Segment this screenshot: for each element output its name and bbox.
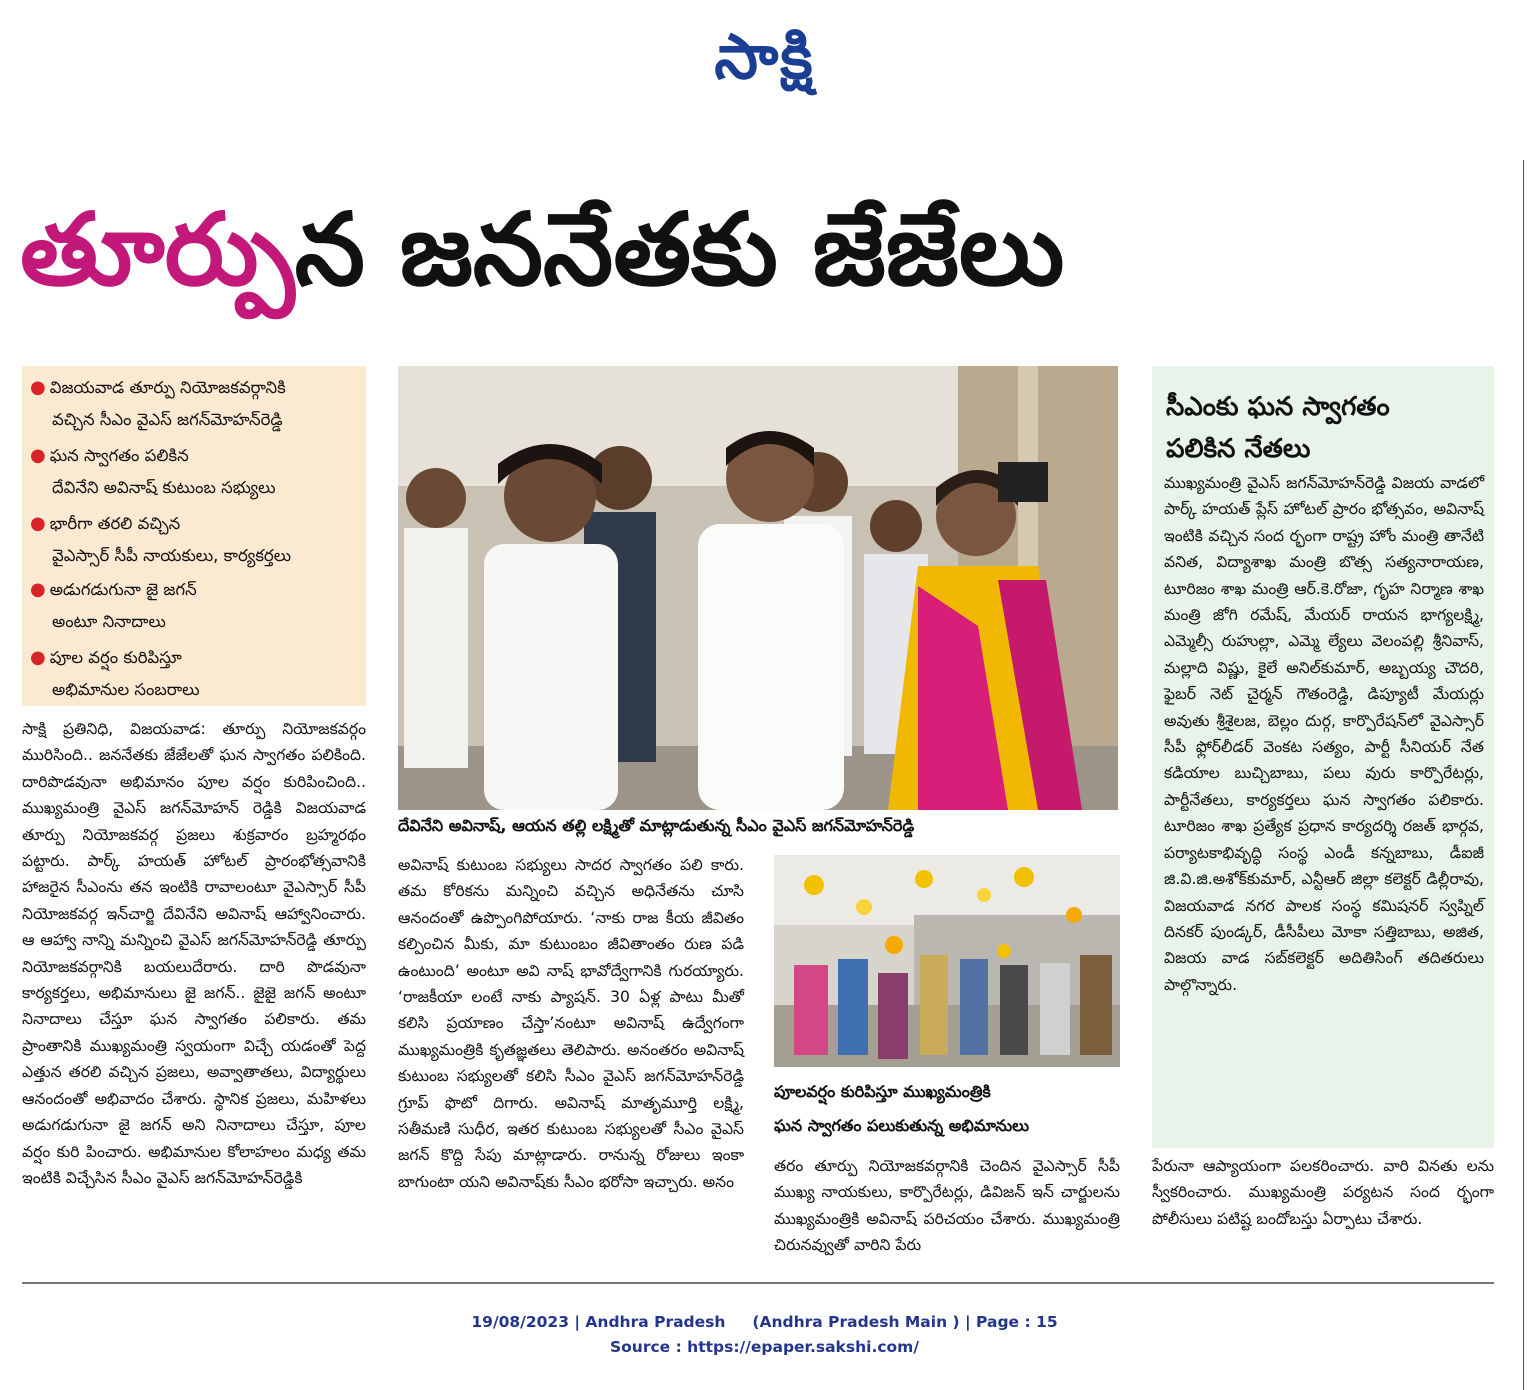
crowd-photo: [774, 855, 1120, 1067]
bullet-dot-icon: ●: [30, 513, 46, 534]
bullet-dot-icon: ●: [30, 445, 46, 466]
crowd-photo-image: [774, 855, 1120, 1067]
footer-dateline: 19/08/2023 | Andhra Pradesh (Andhra Pradesh Main ) | Page : 15: [471, 1313, 1058, 1331]
highlight-line: విజయవాడ తూర్పు నియోజకవర్గానికి: [49, 378, 286, 397]
highlight-line: వైఎస్సార్‌ సీపీ నాయకులు, కార్యకర్తలు: [52, 546, 292, 565]
highlight-line: పూల వర్షం కురిపిస్తూ: [49, 648, 182, 667]
highlights-box: [22, 366, 366, 706]
highlight-item: [30, 372, 366, 436]
highlight-line: అంటూ నినాదాలు: [52, 612, 166, 631]
headline-highlight: తూర్పు: [20, 191, 295, 308]
masthead-logo: సాక్షి: [714, 20, 815, 93]
highlight-line: అభిమానుల సంబరాలు: [52, 680, 200, 699]
highlight-item: [30, 574, 366, 638]
bullet-dot-icon: ●: [30, 647, 46, 668]
caption-line: పూలవర్షం కురిపిస్తూ ముఖ్యమంత్రికి: [774, 1082, 991, 1101]
headline-rest: న జననేతకు జేజేలు: [294, 191, 1065, 308]
article-column-2: అవినాష్‌ కుటుంబ సభ్యులు సాదర స్వాగతం పలి కారు. తమ కోరికను మన్నించి వచ్చిన అధినేతను చూసి ఆనందంతో ఉప్పొంగిపోయారు. ‘నాకు రాజ కీయ జీవితం కల్పించిన మీకు, మా కుటుంబం జీవితాంతం రుణ పడి ఉంటుంది’ అంటూ అవి నాష్‌ భావోద్వేగానికి గురయ్యారు. ‘రాజకీయా లంటే నాకు ప్యాషన్‌. 30 ఏళ్ల పాటు మీతో కలిసి ప్రయాణం చేస్తా’నంటూ అవినాష్‌ ఉద్వేగంగా ముఖ్యమంత్రికి కృతజ్ఞతలు తెలిపారు. అనంతరం అవినాష్‌ కుటుంబ సభ్యులతో కలిసి సీఎం వైఎస్‌ జగన్‌మోహన్‌రెడ్డి గ్రూప్‌ ఫొటో దిగారు. అవినాష్‌ మాతృమూర్తి లక్ష్మి, సతీమణి సుధీర, ఇతర కుటుంబ సభ్యులతో సీఎం వైఎస్‌ జగన్‌ కొద్ది సేపు మాట్లాడారు. రానున్న రోజులు ఇంకా బాగుంటా యని అవినాష్‌కు సీఎం భరోసా ఇచ్చారు. అనం: [398, 856, 744, 1191]
highlight-line: భారీగా తరలి వచ్చిన: [49, 514, 181, 533]
highlight-item: [30, 642, 366, 706]
main-photo-image: [398, 366, 1118, 810]
article-column-3: తరం తూర్పు నియోజకవర్గానికి చెందిన వైఎస్సార్‌ సీపీ ముఖ్య నాయకులు, కార్పొరేటర్లు, డివిజన్‌ ఇన్‌ చార్జులను ముఖ్యమంత్రికి అవినాష్‌ పరిచయం చేశారు. ముఖ్యమంత్రి చిరునవ్వుతో వారిని పేరు: [774, 1157, 1121, 1255]
sidebar-box: [1152, 366, 1494, 1148]
highlight-line: దేవినేని అవినాష్‌ కుటుంబ సభ్యులు: [52, 478, 276, 497]
bullet-dot-icon: ●: [30, 377, 46, 398]
sidebar-title-line: పలికిన నేతలు: [1166, 434, 1311, 464]
headline: [20, 180, 1510, 320]
caption-line: ఘన స్వాగతం పలుకుతున్న అభిమానులు: [774, 1116, 1030, 1135]
sidebar-title-line: సీఎంకు ఘన స్వాగతం: [1166, 392, 1390, 422]
main-photo-caption: దేవినేని అవినాష్‌, ఆయన తల్లి లక్ష్మితో మాట్లాడుతున్న సీఎం వైఎస్‌ జగన్‌మోహన్‌రెడ్డి: [398, 816, 915, 835]
sidebar-body: ముఖ్యమంత్రి వైఎస్‌ జగన్‌మోహన్‌రెడ్డి విజయ వాడలో పార్క్‌ హయత్‌ ప్లేస్‌ హోటల్‌ ప్రారం భోత్సవం, అవినాష్‌ ఇంటికి వచ్చిన సంద ర్భంగా రాష్ట్ర హోం మంత్రి తానేటి వనిత, విద్యాశాఖ మంత్రి బొత్స సత్యనారాయణ, టూరిజం శాఖ మంత్రి ఆర్‌.కె.రోజా, గృహ నిర్మాణ శాఖ మంత్రి జోగి రమేష్‌, మేయర్‌ రాయన భాగ్యలక్ష్మి, ఎమ్మెల్సీ రుహుల్లా, ఎమ్మె ల్యేలు వెలంపల్లి శ్రీనివాస్‌, మల్లాది విష్ణు, కైలే అనిల్‌కుమార్‌, అబ్బయ్య చౌదరి, ఫైబర్‌ నెట్‌ చైర్మన్‌ గౌతంరెడ్డి, డిప్యూటీ మేయర్లు అవుతు శ్రీశైలజ, బెల్లం దుర్గ, కార్పొరేషన్‌లో వైఎస్సార్‌ సీపీ ఫ్లోర్‌లీడర్‌ వెంకట సత్యం, పార్టీ సీనియర్‌ నేత కడియాల బుచ్చిబాబు, పలు వురు కార్పొరేటర్లు, పార్టీనేతలు, కార్యకర్తలు ఘన స్వాగతం పలికారు. టూరిజం శాఖ ప్రత్యేక ప్రధాన కార్యదర్శి రజత్‌ భార్గవ, పర్యాటకాభివృద్ధి సంస్థ ఎండీ కన్నబాబు, డీఐజీ జి.వి.జి.అశోక్‌కుమార్‌, ఎన్టీఆర్‌ జిల్లా కలెక్టర్‌ డిల్లీరావు, విజయవాడ నగర పాలక సంస్థ కమిషనర్‌ స్వప్నిల్‌ దినకర్‌ పుండ్కర్‌, డీసీపీలు మోకా సత్తిబాబు, అజిత, విజయ వాడ సబ్‌కలెక్టర్‌ అదితిసింగ్‌ తదితరులు పాల్గొన్నారు.: [1164, 474, 1484, 994]
highlight-line: అడుగడుగునా జై జగన్‌: [49, 580, 197, 599]
highlight-line: ఘన స్వాగతం పలికిన: [49, 446, 189, 465]
bullet-dot-icon: ●: [30, 579, 46, 600]
footer-source: Source : https://epaper.sakshi.com/: [610, 1338, 919, 1356]
sidebar-title: [1166, 386, 1486, 470]
article-column-1: సాక్షి ప్రతినిధి, విజయవాడ: తూర్పు నియోజకవర్గం మురిసింది.. జననేతకు జేజేలతో ఘన స్వాగతం పలికింది. దారిపొడవునా అభిమానం పూల వర్షం కురిపించింది.. ముఖ్యమంత్రి వైఎస్‌ జగన్‌మోహన్‌ రెడ్డికి విజయవాడ తూర్పు నియోజకవర్గ ప్రజలు శుక్రవారం బ్రహ్మరథం పట్టారు. పార్క్‌ హయత్‌ హోటల్‌ ప్రారంభోత్సవానికి హాజరైన సీఎంను తన ఇంటికి రావాలంటూ వైఎస్సార్‌ సీపీ నియోజకవర్గ ఇన్‌చార్జి దేవినేని అవినాష్‌ ఆహ్వానించారు. ఆ ఆహ్వా నాన్ని మన్నించి వైఎస్‌ జగన్‌మోహన్‌రెడ్డి తూర్పు నియోజకవర్గానికి బయలుదేరారు. దారి పొడవునా కార్యకర్తలు, అభిమానులు జై జగన్‌.. జైజై జగన్‌ అంటూ నినాదాలు చేస్తూ ఘన స్వాగతం పలికారు. తమ ప్రాంతానికి ముఖ్యమంత్రి స్వయంగా విచ్చే యడంతో పెద్ద ఎత్తున తరలి వచ్చిన ప్రజలు, అవ్వాతాతలు, విద్యార్థులు ఆనందంతో అభివాదం చేశారు. స్థానిక ప్రజలు, మహిళలు అడుగడుగునా జై జగన్‌ అని నినాదాలు చేస్తూ, పూల వర్షం కురి పించారు. అభిమానుల కోలాహలం మధ్య తమ ఇంటికి విచ్చేసిన సీఎం వైఎస్‌ జగన్‌మోహన్‌రెడ్డికి: [22, 720, 366, 1187]
highlight-item: [30, 440, 366, 504]
page-edge-rule: [1523, 160, 1524, 1390]
article-column-4: పేరునా ఆప్యాయంగా పలకరించారు. వారి వినతు లను స్వీకరించారు. ముఖ్యమంత్రి పర్యటన సంద ర్భంగా పోలీసులు పటిష్ట బందోబస్తు ఏర్పాటు చేశారు.: [1152, 1157, 1494, 1228]
main-photo: [398, 366, 1118, 810]
crowd-photo-caption: [774, 1075, 1120, 1143]
footer-rule: [22, 1282, 1494, 1284]
highlight-line: వచ్చిన సీఎం వైఎస్‌ జగన్‌మోహన్‌రెడ్డి: [52, 410, 283, 429]
highlight-item: [30, 508, 366, 572]
